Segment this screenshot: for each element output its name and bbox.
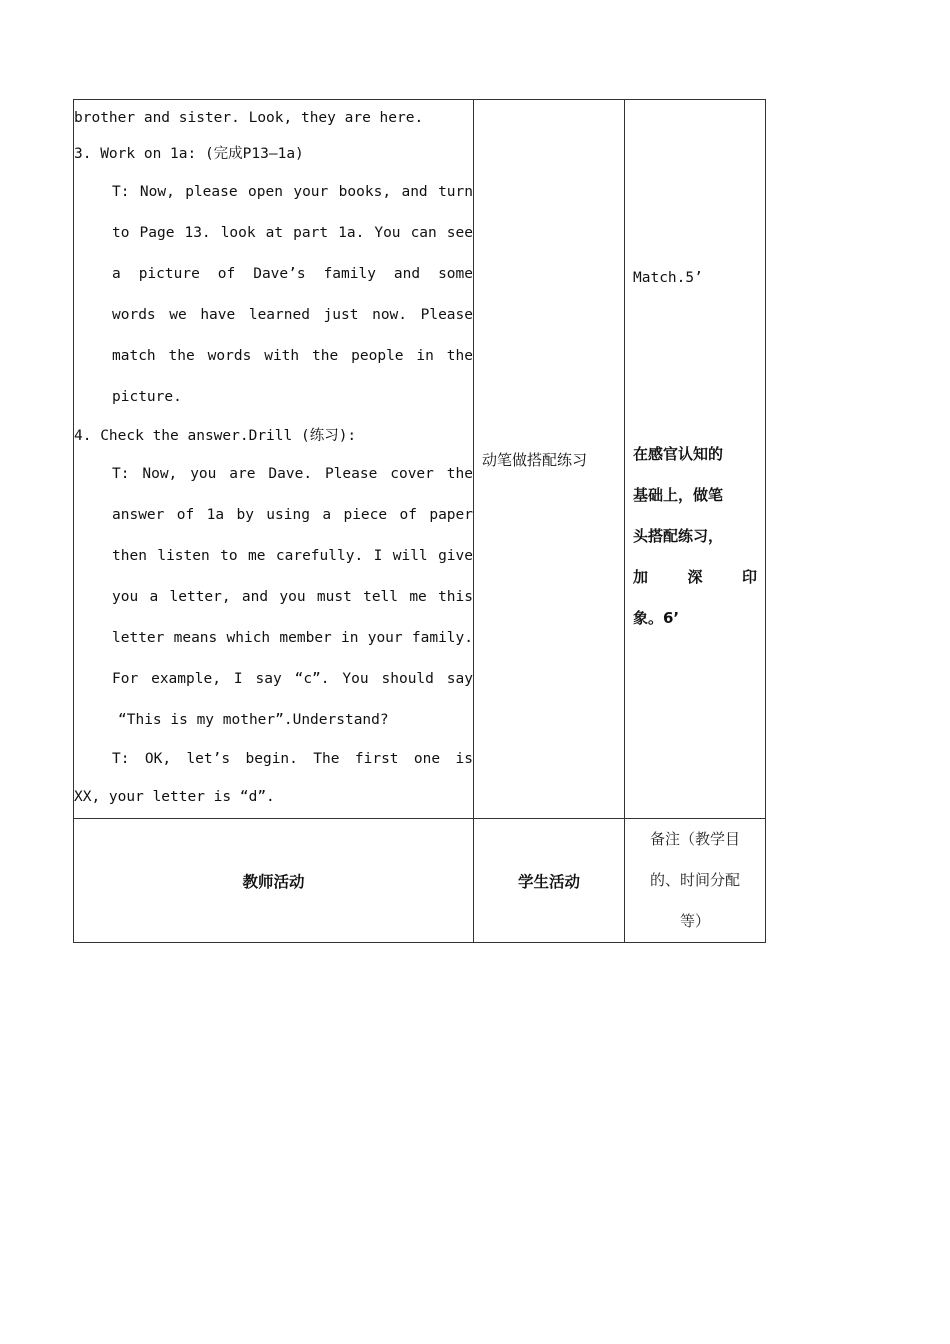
text-line: T: Now, please open your books, and turn	[112, 184, 473, 200]
lesson-plan-table	[73, 99, 766, 943]
text-line: letter means which member in your family.	[112, 630, 473, 646]
step-heading: 4. Check the answer.Drill (练习):	[74, 428, 357, 444]
text-line: brother and sister. Look, they are here.	[74, 110, 424, 126]
text-line: words we have learned just now. Please	[112, 307, 473, 323]
remarks-header	[625, 819, 766, 943]
text-line: a picture of Dave’s family and some	[112, 266, 473, 282]
teacher-activity-header: 教师活动	[74, 819, 474, 943]
text-line: For example, I say “c”. You should say	[112, 671, 473, 687]
teacher-activity-cell	[74, 100, 474, 819]
text-line: then listen to me carefully. I will give	[112, 548, 473, 564]
header-row	[74, 819, 766, 943]
note-line: 基础上，做笔	[633, 486, 724, 504]
match-time-text: Match.5’	[633, 270, 703, 286]
note-line: 头搭配练习，	[633, 527, 724, 545]
text-line: answer of 1a by using a piece of paper	[112, 507, 473, 523]
text-line: you a letter, and you must tell me this	[112, 589, 473, 605]
student-activity-text: 动笔做搭配练习	[482, 450, 588, 469]
text-line: T: Now, you are Dave. Please cover the	[112, 466, 473, 482]
text-line: picture.	[112, 389, 182, 405]
step-heading: 3. Work on 1a: (完成P13—1a)	[74, 146, 304, 162]
remark-header-line: 的、时间分配	[649, 871, 740, 889]
student-activity-cell	[474, 100, 625, 819]
student-activity-header: 学生活动	[474, 819, 625, 943]
text-line: match the words with the people in the	[112, 348, 473, 364]
content-row	[74, 100, 766, 819]
remark-header-line: 等）	[679, 912, 710, 930]
text-line: T: OK, let’s begin. The first one is	[112, 751, 473, 767]
text-line: “This is my mother”.Understand?	[118, 712, 389, 728]
text-line: XX, your letter is “d”.	[74, 789, 275, 805]
remark-note	[633, 434, 757, 639]
note-line: 加 深 印	[633, 568, 757, 586]
text-line: to Page 13. look at part 1a. You can see	[112, 225, 473, 241]
note-line: 象。6’	[633, 609, 680, 627]
note-line: 在感官认知的	[633, 445, 724, 463]
remarks-cell	[625, 100, 766, 819]
remark-header-line: 备注（教学目	[649, 830, 740, 848]
